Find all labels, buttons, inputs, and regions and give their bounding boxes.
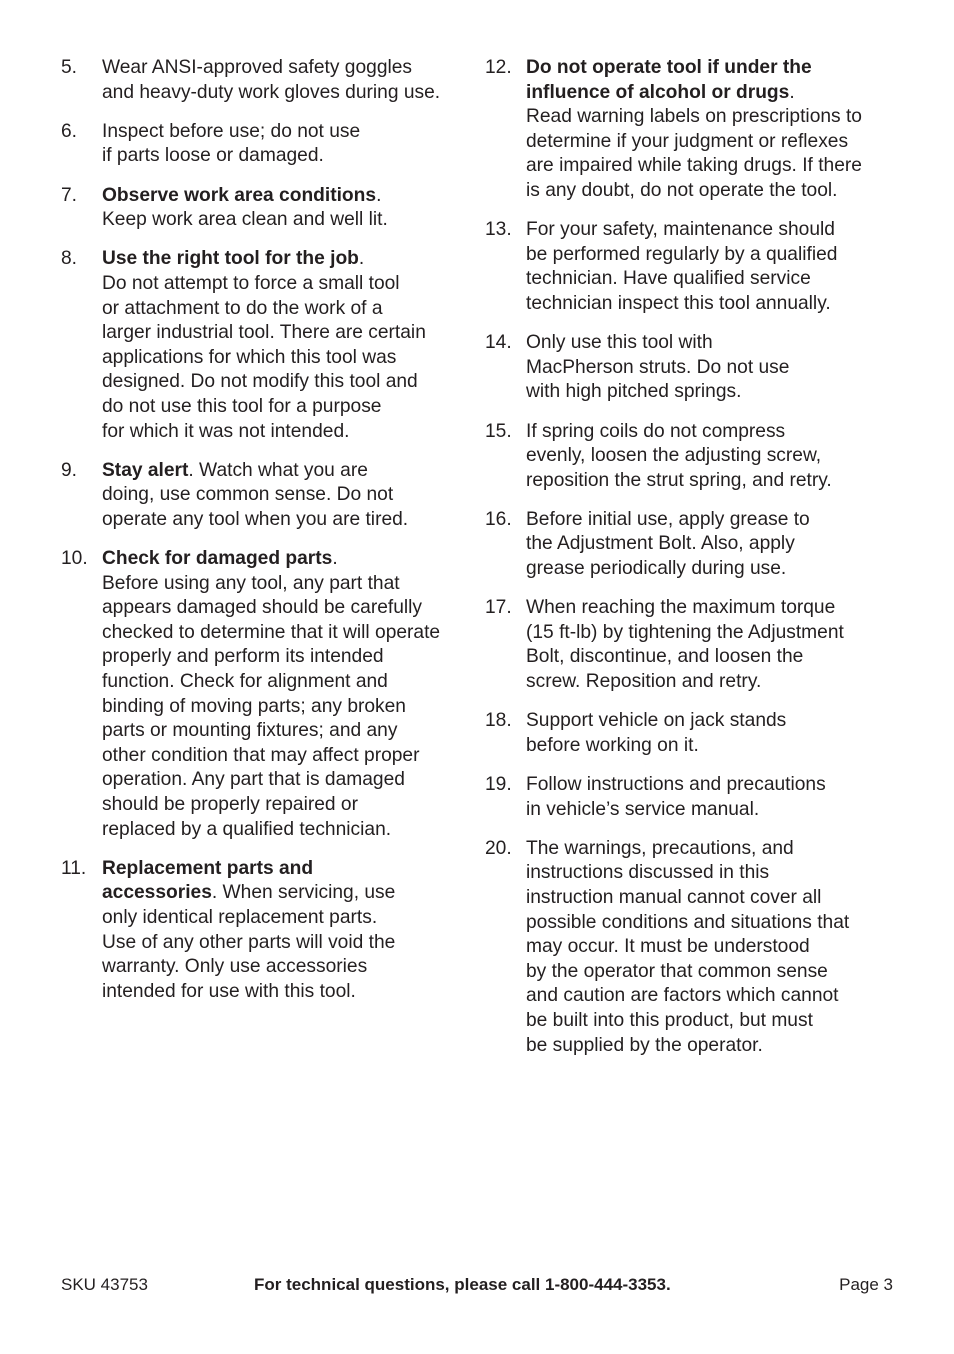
item-body: Only use this tool with MacPherson struts. Do not use with high pitched springs.: [526, 332, 790, 403]
list-item: [485, 218, 895, 316]
item-number: 10.: [61, 548, 88, 570]
item-body: . Keep work area clean and well lit.: [102, 184, 388, 231]
item-body: Inspect before use; do not use if parts loose or damaged.: [102, 120, 361, 167]
sku-label: SKU 43753: [61, 1275, 148, 1294]
item-body: The warnings, precautions, and instructions discussed in this instruction manual cannot cover all possible conditions and situations that may occur. It must be understood by the operator that common sense and caution are factors which cannot be built into this product, but must be supplied by the operator.: [526, 837, 850, 1056]
item-text: [102, 459, 471, 533]
item-number: 15.: [485, 420, 512, 442]
item-heading: Observe work area conditions: [102, 184, 377, 206]
item-body: For your safety, maintenance should be performed regularly by a qualified technician. Have qualified service technician inspect this tool annually.: [526, 219, 838, 314]
item-heading: Check for damaged parts: [102, 548, 333, 570]
item-number: 5.: [61, 57, 78, 78]
item-number: 18.: [485, 710, 512, 732]
list-item: [61, 857, 471, 1005]
list-item: [485, 596, 895, 694]
item-body: Follow instructions and precautions in vehicle’s service manual.: [526, 774, 826, 820]
item-number: 19.: [485, 774, 512, 795]
item-number: 11.: [61, 857, 87, 879]
item-number: 6.: [61, 120, 78, 142]
right-column: [485, 56, 895, 1073]
item-heading: Stay alert: [102, 459, 189, 481]
item-number: 14.: [485, 332, 512, 354]
item-text: [526, 773, 895, 822]
item-text: [102, 56, 471, 105]
list-item: [485, 773, 895, 822]
item-body: . Before using any tool, any part that appears damaged should be carefully checked to determine that it will operate properly and perform its intended function. Check for alignment and binding of moving parts; any broken parts or mounting fixtures; and any other condition that may affect proper operation. Any part that is damaged should be properly repaired or replaced by a qualified technician.: [102, 548, 441, 840]
item-number: 16.: [485, 508, 512, 530]
left-column: [61, 56, 471, 1019]
list-item: [61, 120, 471, 169]
item-text: [526, 508, 895, 582]
item-body: . When servicing, use only identical replacement parts. Use of any other parts will void the warranty. Only use accessories intended for use with this tool.: [102, 882, 396, 1002]
item-number: 8.: [61, 248, 78, 270]
list-item: [485, 331, 895, 405]
page-number: Page 3: [839, 1275, 893, 1294]
list-item: [485, 837, 895, 1058]
item-text: [526, 218, 895, 316]
item-text: [102, 120, 471, 169]
list-item: [485, 508, 895, 582]
item-body: When reaching the maximum torque (15 ft-lb) by tightening the Adjustment Bolt, discontinue, and loosen the screw. Reposition and retry.: [526, 597, 844, 693]
item-body: Wear ANSI-approved safety goggles and heavy-duty work gloves during use.: [102, 57, 441, 103]
item-text: [102, 857, 471, 1005]
item-body: If spring coils do not compress evenly, loosen the adjusting screw, reposition the strut spring, and retry.: [526, 420, 832, 491]
list-item: [61, 56, 471, 105]
item-number: 12.: [485, 57, 512, 78]
item-body: Support vehicle on jack stands before working on it.: [526, 710, 787, 756]
item-body: . Do not attempt to force a small tool or attachment to do the work of a larger industrial tool. There are certain applications for which this tool was designed. Do not modify this tool and do not use this tool for a purpose for which it was not intended.: [102, 248, 426, 442]
item-number: 17.: [485, 597, 512, 619]
list-item: [485, 420, 895, 494]
item-heading: Do not operate tool if under the influence of alcohol or drugs: [526, 57, 812, 103]
list-item: [61, 184, 471, 233]
item-text: [526, 56, 895, 204]
item-heading: Use the right tool for the job: [102, 248, 359, 270]
tech-support-line: For technical questions, please call 1-800-444-3353.: [254, 1275, 671, 1294]
item-text: [526, 596, 895, 694]
item-text: [526, 837, 895, 1058]
list-item: [61, 459, 471, 533]
list-item: [61, 547, 471, 842]
item-text: [526, 420, 895, 494]
item-text: [102, 184, 471, 233]
item-body: Before initial use, apply grease to the Adjustment Bolt. Also, apply grease periodically during use.: [526, 508, 810, 580]
item-text: [102, 547, 471, 842]
list-item: [61, 247, 471, 444]
item-text: [526, 709, 895, 758]
item-number: 13.: [485, 219, 512, 241]
item-number: 9.: [61, 459, 78, 481]
item-heading: Replacement parts and accessories: [102, 857, 314, 904]
item-body: . Watch what you are doing, use common sense. Do not operate any tool when you are tired.: [102, 459, 409, 530]
item-number: 7.: [61, 184, 78, 206]
list-item: [485, 709, 895, 758]
page-footer: [61, 1273, 893, 1297]
list-item: [485, 56, 895, 204]
item-body: . Read warning labels on prescriptions to determine if your judgment or reflexes are impaired while taking drugs. If there is any doubt, do not operate the tool.: [526, 81, 862, 201]
item-number: 20.: [485, 837, 512, 859]
item-text: [526, 331, 895, 405]
item-text: [102, 247, 471, 444]
